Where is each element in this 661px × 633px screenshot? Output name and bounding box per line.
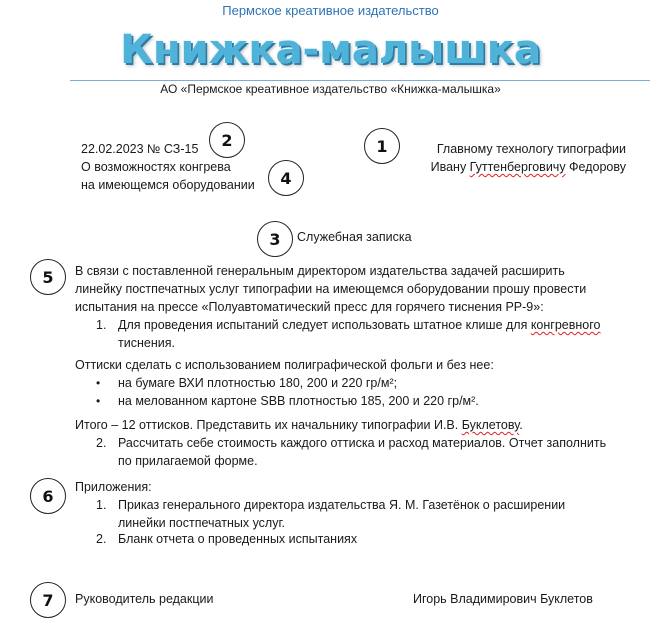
- callout-badge-7: 7: [30, 582, 66, 618]
- item-1-line-1: [118, 316, 601, 334]
- brand-logo-title: Книжка-малышка: [120, 27, 541, 73]
- attachment-2: Бланк отчета о проведенных испытаниях: [118, 532, 358, 546]
- signature-position: Руководитель редакции: [75, 592, 214, 606]
- company-name: АО «Пермское креативное издательство «Книжка-малышка»: [160, 82, 501, 96]
- publisher-name: Пермское креативное издательство: [222, 3, 439, 18]
- total-line: [75, 416, 523, 434]
- attachment-1-line-2: линейки постпечатных услуг.: [118, 516, 285, 530]
- callout-badge-2: 2: [209, 122, 245, 158]
- subject-line-2: на имеющемся оборудовании: [81, 178, 255, 192]
- document-type: Служебная записка: [297, 230, 412, 244]
- callout-badge-1: 1: [364, 128, 400, 164]
- intro-line-3: испытания на прессе «Полуавтоматический пресс для горячего тиснения РР-9»:: [75, 300, 544, 314]
- prints-line: Оттиски сделать с использованием полиграфической фольги и без нее:: [75, 358, 494, 372]
- addressee-line-2: [431, 158, 626, 176]
- attachments-title: Приложения:: [75, 480, 152, 494]
- attachment-1-line-1: Приказ генерального директора издательства Я. М. Газетёнок о расширении: [118, 498, 566, 512]
- addressee-first-name: Ивану: [430, 160, 470, 174]
- total-name: Буклетову: [461, 418, 520, 432]
- signature-name: Игорь Владимирович Буклетов: [413, 592, 593, 606]
- total-dot: .: [519, 418, 523, 432]
- bullet-icon: •: [96, 394, 101, 408]
- list-number: 1.: [96, 318, 107, 332]
- callout-badge-3: 3: [257, 221, 293, 257]
- bullet-item-2: на мелованном картоне SBB плотностью 185, 200 и 220 гр/м².: [118, 394, 479, 408]
- addressee-surname: Федорову: [565, 160, 626, 174]
- item-1-underlined-word: конгревного: [530, 318, 601, 332]
- list-number: 1.: [96, 498, 107, 512]
- intro-line-1: В связи с поставленной генеральным директором издательства задачей расширить: [75, 264, 565, 278]
- item-2-line-2: по прилагаемой форме.: [118, 454, 258, 468]
- date-number: 22.02.2023 № СЗ-15: [81, 142, 199, 156]
- intro-line-2: линейку постпечатных услуг типографии на имеющемся оборудовании прошу провести: [75, 282, 587, 296]
- list-number: 2.: [96, 532, 107, 546]
- callout-badge-6: 6: [30, 478, 66, 514]
- item-2-line-1: Рассчитать себе стоимость каждого оттиска и расход материалов. Отчет заполнить: [118, 436, 607, 450]
- list-number: 2.: [96, 436, 107, 450]
- subject-line-1: О возможностях конгрева: [81, 160, 231, 174]
- total-text: Итого – 12 оттисков. Представить их начальнику типографии И.В.: [75, 418, 462, 432]
- addressee-line-1: Главному технологу типографии: [436, 142, 626, 156]
- item-1-line-2: тиснения.: [118, 336, 175, 350]
- bullet-icon: •: [96, 376, 101, 390]
- callout-badge-4: 4: [268, 160, 304, 196]
- callout-badge-5: 5: [30, 259, 66, 295]
- addressee-patronymic: Гуттенберговичу: [469, 160, 566, 174]
- item-1-text: Для проведения испытаний следует использовать штатное клише для: [118, 318, 531, 332]
- bullet-item-1: на бумаге ВХИ плотностью 180, 200 и 220 гр/м²;: [118, 376, 398, 390]
